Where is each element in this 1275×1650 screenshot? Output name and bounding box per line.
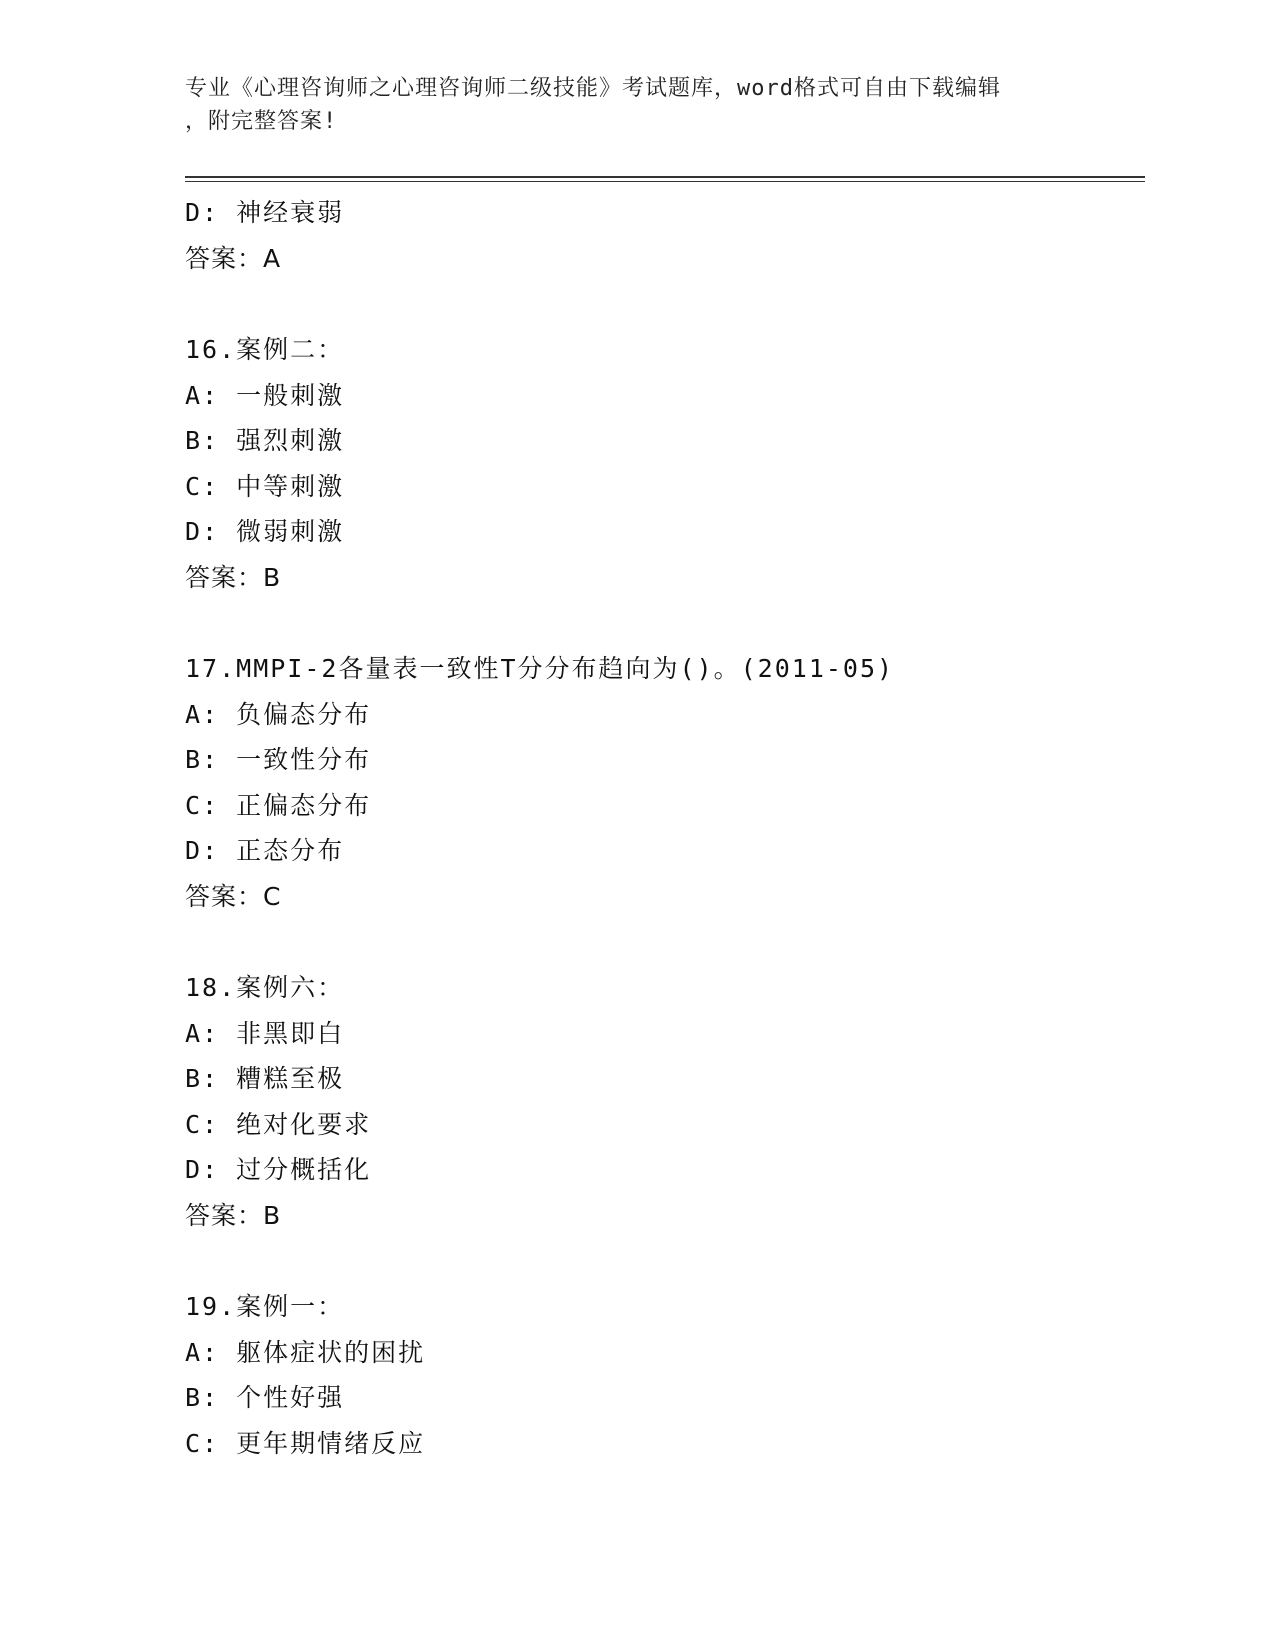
question-15-tail (185, 190, 1145, 281)
option-b: B: 一致性分布 (185, 745, 372, 774)
question-16 (185, 327, 1145, 600)
option-a: A: 躯体症状的困扰 (185, 1337, 426, 1367)
option-c: C: 中等刺激 (185, 471, 345, 501)
option-d: D: 神经衰弱 (185, 198, 345, 227)
spacer (185, 281, 1145, 327)
question-19 (185, 1284, 1145, 1466)
question-stem: 17.MMPI-2各量表一致性T分分布趋向为()。(2011-05) (185, 654, 895, 683)
option-d: D: 正态分布 (185, 836, 345, 865)
option-d: D: 过分概括化 (185, 1155, 372, 1184)
option-c: C: 绝对化要求 (185, 1109, 372, 1139)
answer-line: 答案：A (185, 243, 282, 273)
option-a: A: 负偏态分布 (185, 699, 372, 729)
option-b: B: 糟糕至极 (185, 1064, 345, 1093)
question-stem: 16.案例二： (185, 335, 345, 364)
spacer (185, 1238, 1145, 1284)
header-divider-thin (185, 181, 1145, 182)
option-b: B: 个性好强 (185, 1383, 345, 1412)
question-list (185, 190, 1145, 1466)
option-c: C: 更年期情绪反应 (185, 1428, 426, 1458)
question-17 (185, 646, 1145, 919)
spacer (185, 600, 1145, 646)
option-b: B: 强烈刺激 (185, 426, 345, 455)
header-line-2: ，附完整答案! (185, 109, 338, 134)
answer-line: 答案：B (185, 562, 282, 592)
question-18 (185, 965, 1145, 1238)
header-line-1: 专业《心理咨询师之心理咨询师二级技能》考试题库，word格式可自由下载编辑 (185, 76, 1001, 101)
answer-line: 答案：C (185, 881, 282, 911)
header-divider-thick (185, 176, 1145, 178)
option-d: D: 微弱刺激 (185, 517, 345, 546)
question-stem: 19.案例一： (185, 1292, 345, 1321)
document-header (185, 72, 1065, 138)
question-stem: 18.案例六： (185, 973, 345, 1002)
answer-line: 答案：B (185, 1200, 282, 1230)
option-a: A: 非黑即白 (185, 1018, 345, 1048)
option-a: A: 一般刺激 (185, 380, 345, 410)
spacer (185, 919, 1145, 965)
option-c: C: 正偏态分布 (185, 790, 372, 820)
